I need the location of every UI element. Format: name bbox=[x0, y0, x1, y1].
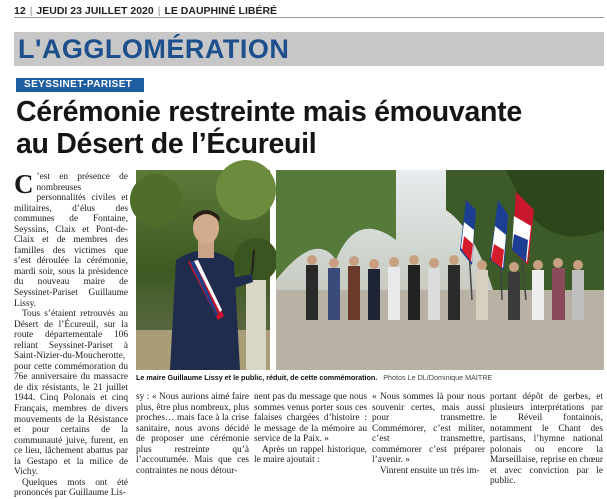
article-column-5 bbox=[490, 392, 603, 487]
drop-cap: C bbox=[14, 169, 34, 199]
body-paragraph: Tous s’étaient retrouvés au Désert de l’Écureuil, sur la route départementale 106 reliant Seyssinet-Pariset à Saint-Nizier-du-Moucherotte, pour cette commémoration du 76e anniversaire du massacre de dix résistants, le 21 juillet 1944. Cinq Polonais et cinq Français, membres de divers mouvements de la Résistance et pour certains de la communauté juive, furent, en ce lieu, lâchement abattus par la Gestapo et la milice de Vichy. bbox=[14, 309, 128, 478]
body-paragraph: sy : « Nous aurions aimé faire plus, être plus nombreux, plus proches… mais face à la crise sanitaire, nous avons décidé de proposer une cérémonie plus restreinte qu’à l’accoutumée. Mais que ces contraintes ne nous détour- bbox=[136, 392, 249, 476]
body-paragraph: nent pas du message que nous sommes venus porter sous ces falaises chargées d’histoire : le message de la mémoire au service de la Paix. » bbox=[254, 392, 367, 445]
page-header bbox=[14, 4, 604, 18]
article-column-3 bbox=[254, 392, 367, 484]
headline-line-2: au Désert de l’Écureuil bbox=[16, 128, 317, 160]
article-column-1 bbox=[14, 169, 128, 499]
headline-line-1: Cérémonie restreinte mais émouvante bbox=[16, 96, 522, 128]
body-paragraph: Vinrent ensuite un très im- bbox=[380, 465, 480, 476]
crowd-photo-illustration bbox=[276, 170, 604, 370]
body-paragraph: « Nous sommes là pour nous souvenir certes, mais aussi pour transmettre. Commémorer, c’est militer, c’est transmettre, commémorer c’est préparer l’avenir. » bbox=[372, 392, 485, 466]
newspaper-name: LE DAUPHINÉ LIBÉRÉ bbox=[164, 4, 278, 17]
article-column-2 bbox=[136, 392, 249, 484]
header-separator: | bbox=[157, 4, 161, 17]
mayor-photo-illustration bbox=[136, 170, 270, 370]
header-separator: | bbox=[29, 4, 33, 17]
photo-mayor-speech bbox=[136, 170, 270, 370]
location-kicker: SEYSSINET-PARISET bbox=[16, 78, 144, 92]
page-number: 12 bbox=[14, 4, 26, 17]
photo-public-gathering bbox=[276, 170, 604, 370]
body-paragraph: Après un rappel historique, le maire ajoutait : bbox=[254, 444, 367, 466]
article-headline bbox=[16, 96, 601, 160]
body-paragraph: portant dépôt de gerbes, et plusieurs interprétations par le Réveil fontainois, notamment le Chant des partisans, l’hymne national polonais ou encore la Marseillaise, reprise en chœur et avec conviction par le public. bbox=[490, 392, 603, 487]
lead-paragraph bbox=[14, 169, 128, 309]
body-paragraph: Quelques mots ont été prononcés par Guillaume Lis- bbox=[14, 477, 128, 499]
article-column-4 bbox=[372, 392, 485, 484]
page-date: JEUDI 23 JUILLET 2020 bbox=[36, 4, 154, 17]
photo-caption-bar bbox=[136, 371, 604, 383]
photo-caption: Le maire Guillaume Lissy et le public, réduit, de cette commémoration. bbox=[136, 372, 378, 382]
section-title: L'AGGLOMÉRATION bbox=[18, 34, 290, 64]
lead-text: ’est en présence de nombreuses personnalités civiles et militaires, d’élus des communes de Fontaine, Seyssins, Claix et Pont-de-Claix et de membres des familles des victimes que s’est déroulée la cérémonie, mardi soir, sous la présidence du nouveau maire de Seyssinet-Pariset Guillaume Lissy. bbox=[14, 172, 128, 309]
photo-credit: Photos Le DL/Dominique MAITRE bbox=[383, 372, 493, 382]
